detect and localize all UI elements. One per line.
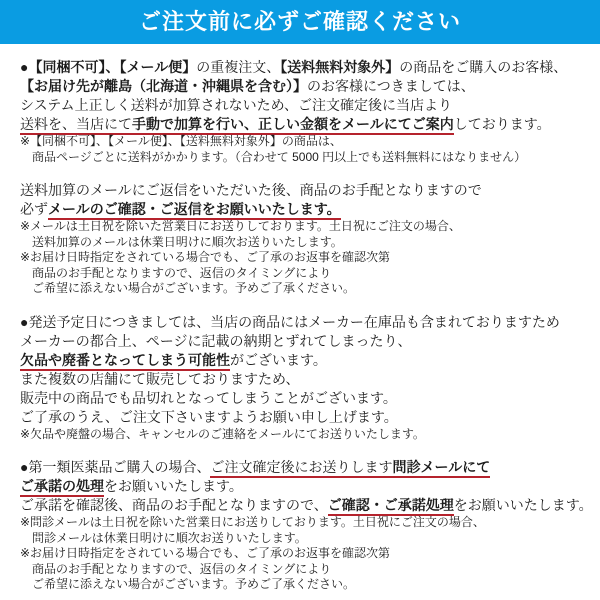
text-segment: また複数の店舗にて販売しておりますため、 [20, 370, 300, 387]
section-body-text [20, 181, 592, 219]
text-segment: 商品ページごとに送料がかかります。（合わせて 5000 円以上でも送料無料にはなりません） [20, 149, 527, 164]
bold-text: 【送料無料対象外】 [280, 59, 400, 75]
text-line [20, 219, 592, 235]
text-segment: システム上正しく送料が加算されないため、ご注文確定後に当店より [20, 97, 453, 113]
text-line [20, 281, 592, 297]
section-shipping-surcharge-notice [20, 58, 592, 165]
section-fine-print [20, 134, 592, 165]
text-segment: ご了承のうえ、ご注文下さいますようお願い申し上げます。 [20, 408, 398, 425]
text-line [20, 96, 592, 115]
text-line [20, 515, 592, 531]
text-segment: ※お届け日時指定をされている場合でも、ご了承のお返事を確認次第 [20, 250, 391, 264]
section-class1-pharmaceutical-notice [20, 458, 592, 593]
text-segment: 必ず [20, 201, 48, 217]
text-segment: のお客様につきましては、 [307, 78, 475, 94]
text-segment: 問診メールは休業日明けに順次お送りいたします。 [20, 530, 307, 545]
text-line [20, 266, 592, 282]
text-segment: 送料加算のメールにご返信をいただいた後、商品のお手配となりますので [20, 182, 482, 198]
text-line [20, 332, 592, 351]
text-segment: の商品をご購入のお客様、 [399, 59, 568, 75]
section-surcharge-mail-reply-notice [20, 181, 592, 297]
text-line [20, 313, 592, 332]
text-line [20, 408, 592, 427]
text-segment: 商品のお手配となりますので、返信のタイミングにより [20, 561, 332, 576]
bold-text: 【同梱不可】、【メール便】 [28, 59, 197, 75]
bold-text: 【お届け先が離島（北海道・沖縄県を含む）】 [20, 78, 307, 94]
text-line [20, 58, 592, 77]
text-segment: をお願いいたします。 [453, 497, 593, 513]
text-line [20, 77, 592, 96]
notice-banner [0, 0, 600, 44]
text-segment: ご希望に添えない場合がございます。予めご了承ください。 [20, 281, 356, 295]
text-line [20, 389, 592, 408]
text-segment: ●第一類医薬品ご購入の場合、 [20, 459, 211, 475]
text-line [20, 150, 592, 166]
text-line [20, 351, 592, 370]
text-line [20, 134, 592, 150]
emphasized-underlined-text: ご承諾の処理 [20, 478, 104, 497]
text-segment: 販売中の商品でも品切れとなってしまうことがございます。 [20, 389, 397, 406]
page-title: ご注文前に必ずご確認ください [138, 9, 461, 34]
text-segment: しております。 [453, 116, 551, 132]
text-segment: メーカーの都合上、ページに記載の納期とずれてしまったり、 [20, 332, 412, 349]
text-segment: ※【同梱不可】、【メール便】、【送料無料対象外】の商品は、 [20, 134, 342, 148]
text-segment: 送料加算のメールは休業日明けに順次お送りいたします。 [20, 234, 343, 249]
text-line [20, 235, 592, 251]
text-line [20, 458, 592, 477]
text-line [20, 546, 592, 562]
text-segment: の重複注文、 [196, 59, 281, 75]
text-line [20, 427, 592, 443]
text-line [20, 477, 592, 496]
text-segment: ※お届け日時指定をされている場合でも、ご了承のお返事を確認次第 [20, 546, 391, 560]
text-line [20, 562, 592, 578]
text-segment: ※欠品や廃盤の場合、キャンセルのご連絡をメールにてお送りいたします。 [20, 426, 425, 441]
section-fine-print [20, 219, 592, 297]
text-segment: ※問診メールは土日祝を除いた営業日にお送りしております。土日祝にご注文の場合、 [20, 515, 485, 529]
text-line [20, 496, 592, 515]
text-segment: ご希望に添えない場合がございます。予めご了承ください。 [20, 577, 356, 591]
text-segment: をお願いいたします。 [104, 478, 243, 494]
text-line [20, 250, 592, 266]
notice-content [0, 44, 600, 593]
emphasized-underlined-text: 欠品や廃番となってしまう可能性 [20, 352, 230, 371]
text-segment: ●発送予定日につきましては、当店の商品にはメーカー在庫品も含まれておりますため [20, 313, 560, 330]
emphasized-underlined-text: 手動で加算を行い、正しい金額をメールにてご案内 [132, 116, 454, 135]
text-segment: 商品のお手配となりますので、返信のタイミングにより [20, 265, 332, 280]
section-body-text [20, 313, 592, 427]
text-segment: ● [20, 59, 29, 75]
emphasized-underlined-text: 送料を、当店にて [20, 116, 132, 135]
emphasized-underlined-text: メールのご確認・ご返信をお願いいたします。 [48, 201, 341, 220]
section-fine-print [20, 515, 592, 593]
text-line [20, 370, 592, 389]
section-body-text [20, 58, 592, 134]
emphasized-underlined-text: ご注文確定後にお送りします [210, 459, 392, 478]
text-line [20, 115, 592, 134]
section-body-text [20, 458, 592, 515]
emphasized-underlined-text: 問診メールにて [392, 459, 490, 478]
text-line [20, 200, 592, 219]
text-segment: がございます。 [230, 351, 327, 368]
text-segment: ご承諾を確認後、商品のお手配となりますので、 [20, 497, 328, 513]
text-segment: ※メールは土日祝を除いた営業日にお送りしております。土日祝にご注文の場合、 [20, 219, 461, 233]
section-fine-print [20, 427, 592, 443]
text-line [20, 531, 592, 547]
emphasized-underlined-text: ご確認・ご承諾処理 [328, 497, 454, 516]
text-line [20, 181, 592, 200]
text-line [20, 577, 592, 593]
section-shipping-date-stock-notice [20, 313, 592, 443]
